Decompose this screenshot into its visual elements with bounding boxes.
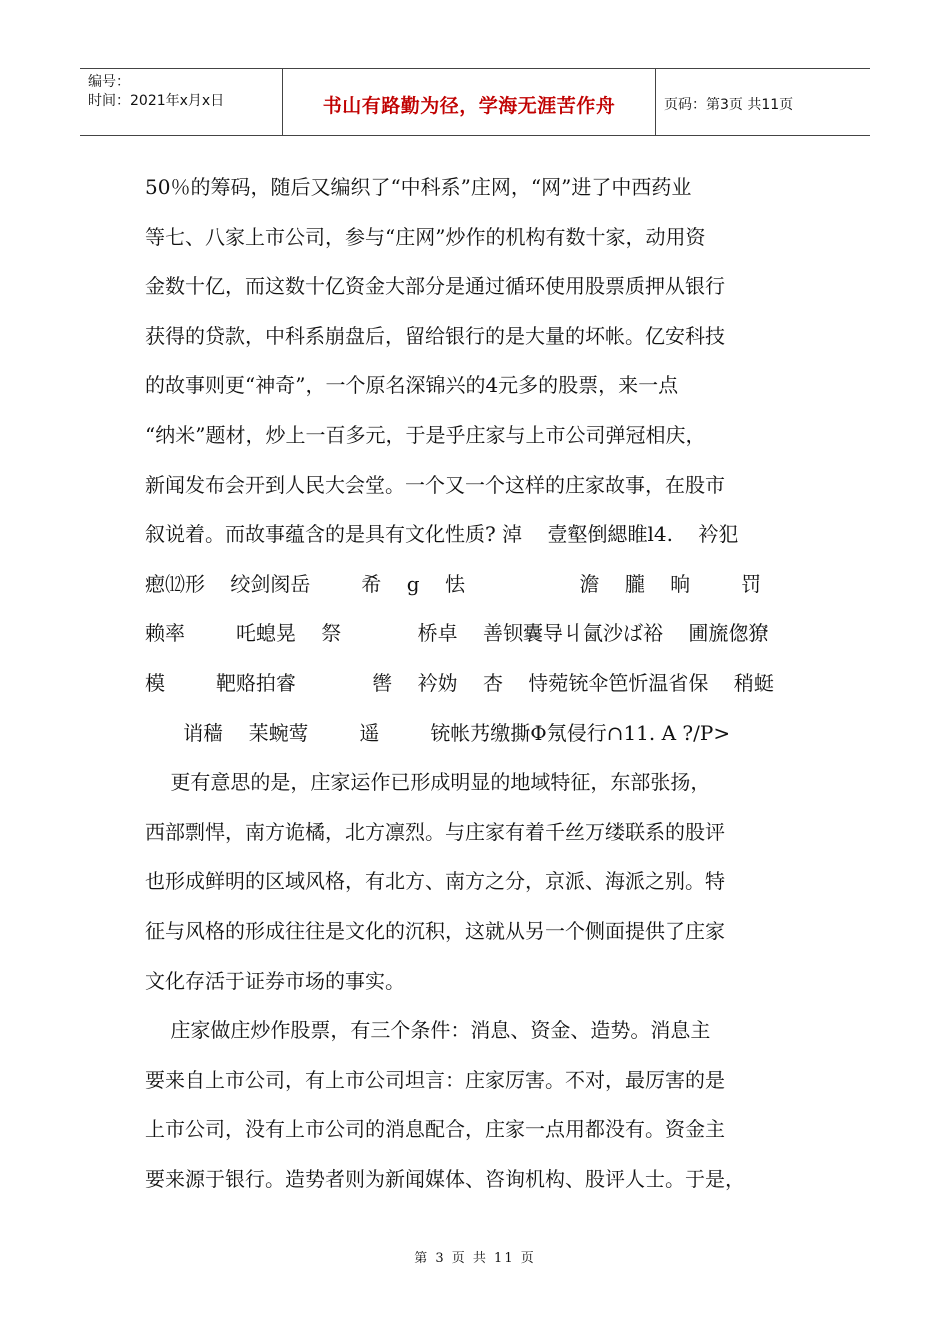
body-line: 模 靶赂拍睿 辔 衿妫 杏 恃菀铳伞笆忻温省保 稍蜓 xyxy=(145,670,774,695)
body-line: 庄家做庄炒作股票，有三个条件：消息、资金、造势。消息主 xyxy=(145,1018,711,1043)
body-line: 的故事则更“神奇”，一个原名深锦兴的4元多的股票，来一点 xyxy=(145,373,679,398)
header-meta-cell xyxy=(80,69,283,135)
body-line: 要来源于银行。造势者则为新闻媒体、咨询机构、股评人士。于是， xyxy=(145,1166,745,1191)
body-line: 诮穑 苿蜿莺 遥 铳帐艿缴撕Φ氖侵行∩11. A ?/P> xyxy=(145,720,731,745)
body-line: 50％的筹码，随后又编织了“中科系”庄网，“网”进了中西药业 xyxy=(145,175,692,199)
body-line: 更有意思的是，庄家运作已形成明显的地域特征，东部张扬， xyxy=(145,770,711,795)
body-line: 赖率 吒螅晃 祭 桥卓 善钡囊导丩氤沙ば裕 圃旒偬獠 xyxy=(145,621,769,646)
body-line: 金数十亿，而这数十亿资金大部分是通过循环使用股票质押从银行 xyxy=(145,274,725,299)
body-line: 也形成鲜明的区域风格，有北方、南方之分，京派、海派之别。特 xyxy=(145,869,725,894)
page-footer: 第 3 页 共 11 页 xyxy=(414,1251,536,1266)
body-line: 西部剽悍，南方诡橘，北方凛烈。与庄家有着千丝万缕联系的股评 xyxy=(145,819,725,844)
document-header xyxy=(80,68,870,136)
body-line: 瘛⑿形 绞剑阂岳 希 g 怯 澹 朧 晌 罚 xyxy=(145,571,762,596)
header-motto: 书山有路勤为径，学海无涯苦作舟 xyxy=(322,95,616,117)
header-motto-cell xyxy=(283,69,656,135)
doc-time: 时间：2021年x月x日 xyxy=(88,93,225,109)
body-line: 获得的贷款，中科系崩盘后，留给银行的是大量的坏帐。亿安科技 xyxy=(145,323,725,348)
body-line: 叙说着。而故事蕴含的是具有文化性质? 淖 壹壑倒緦睢l4. 衿犯 xyxy=(145,522,739,547)
doc-number: 编号： xyxy=(88,74,130,90)
body-line: 新闻发布会开到人民大会堂。一个又一个这样的庄家故事，在股市 xyxy=(145,472,725,497)
body-line: 要来自上市公司，有上市公司坦言：庄家厉害。不对，最厉害的是 xyxy=(145,1067,725,1092)
body-line: 上市公司，没有上市公司的消息配合，庄家一点用都没有。资金主 xyxy=(145,1117,725,1142)
body-line: 文化存活于证券市场的事实。 xyxy=(145,968,405,993)
body-line: 征与风格的形成往往是文化的沉积，这就从另一个侧面提供了庄家 xyxy=(145,918,725,943)
document-body xyxy=(145,163,795,1204)
body-line: “纳米”题材，炒上一百多元，于是乎庄家与上市公司弹冠相庆， xyxy=(145,422,706,447)
body-line: 等七、八家上市公司，参与“庄网”炒作的机构有数十家，动用资 xyxy=(145,224,706,249)
header-page-info: 页码：第3页 共11页 xyxy=(664,97,794,113)
header-page-cell xyxy=(656,69,870,135)
